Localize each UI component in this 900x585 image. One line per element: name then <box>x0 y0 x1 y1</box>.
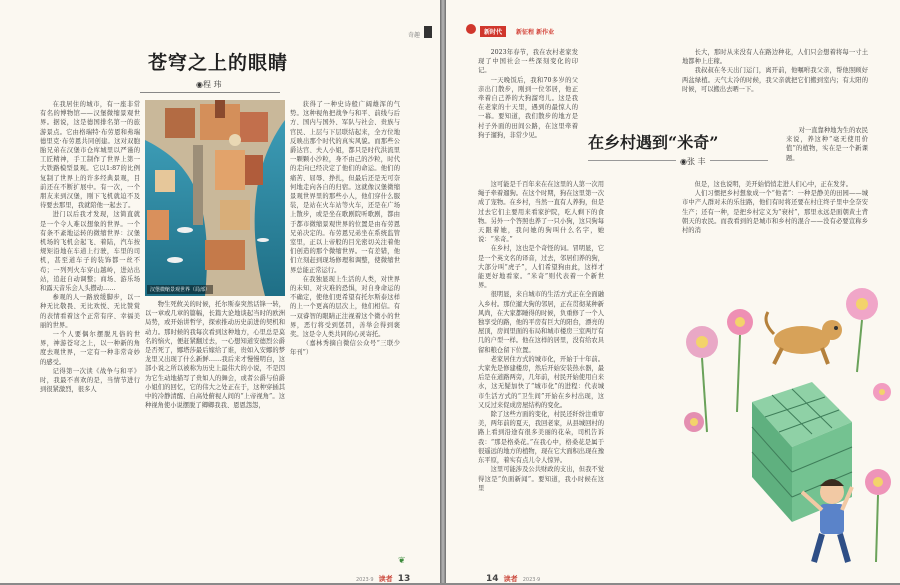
left-footer-mag: 读者 <box>378 575 393 583</box>
right-footer-issue: 2023·9 <box>522 577 541 583</box>
left-column-1 <box>40 100 140 559</box>
paragraph: 记得第一次读《战争与和平》时，我最不喜欢的是，当情节进行到很紧激烈，很多人 <box>40 367 140 394</box>
miniature-city-illustration <box>145 100 285 296</box>
flower-icon <box>846 288 878 372</box>
left-footer <box>356 566 410 585</box>
illustration-boy-dog-cube <box>682 282 896 567</box>
paragraph: 在乡村，这也是个奇怪的词。冒明显，它是一个英文名的译音，过去，邻居们养的狗，大部分叫“虎子”，人们希望狗由此，这样才能更好地看家。“米奇”则代表着一个新世界。 <box>478 245 604 290</box>
paragraph: 进门以后我才发现，这简直就是一个令人难以想象的世界。一个有条不紊地运转的微缩世界：汉堡机场的飞机会起飞、着陆，汽车按规矩沿地在车道上行驶，车里的司机，甚至道车子的装饰都一丝不苟；一列列火车穿山越岭，进站出站，追赶自动调整；商场、游乐场和露天音乐会人头攒动…… <box>40 211 140 293</box>
paragraph: 对一直靠种地为生的农民来说，养这种“毫无使用价值”的植物，实在是一个新课题。 <box>786 127 868 162</box>
paragraph: 很明显，来自城市的生活方式正在全面融入乡村。那位遛大狗的邻居，正在贯彻某种新风尚，在大家都睡得的时候，负重修了一个人独享受的路，他的平房有巨大的阳台，漂亮的屋顶，房间里面的布局和城市楼房三室两厅有几的户型一样。他在这样的居里，没有给农具留和粮仓留下位置。 <box>478 291 604 354</box>
right-footer <box>486 566 540 585</box>
left-column-3 <box>290 100 400 555</box>
paragraph: 获得了一种史诗般广阔雄浑的气势。这种视角把战争与和平、前线与后方、国内与国外、军队与社会、贵族与官民、上层与下层联结起来，全方位地反映出那个时代的真实风貌。而那些公爵达官、夫人小姐，都只是时代洪流里一颗颗小沙粒，身不由己的沙粒，时代的走向已经决定了他们的命运。他们的痛苦、屈辱、挣扎，但最后还是无可奈何地走向各自的归宿。这就像汉堡微缩景观世界里的那些小人，他们穿什么服装，是站在火车站等火车，还是在广场上散步，或是坐在歌剧院听歌剧，都由于都市微缩景观世界的位置是由布劳恩兄弟决定的。布劳恩兄弟坐在系统监管室里，正以上帝般的目光密切关注着他们创造的那个微缩世界。一有差错，他们立刻赶到现场修理和调整，使微缩世界总能正常运行。 <box>290 101 400 274</box>
right-column-2-mid <box>786 126 868 172</box>
paragraph: 在我独显现上生活的人类，对世界的未知、对灾难的恐惧，对自身命运的不确定，使他们更希望有托尔斯泰这样的上一个更高的层次上，他们相信。有一双睿智的眼睛正注视着这个微小的世界，恶行将受到惩罚，善举会得到褒奖。这是令人类共同的心灵寄托。 <box>290 275 400 339</box>
paragraph: 但是，这也说明，美开始悄悄走进人们心中，正在发芽。 <box>694 181 853 188</box>
paragraph: 在我居住的城市，有一座非常有名的博物馆——汉堡微缩景观世界。据说，这是德国排名第一的旅游景点。它由格瑞特·布劳恩和弗瑞德里克·布劳恩共同创建。这对双胞胎兄弟在汉堡市仓库城里以严谨的工匠精神，手工制作了世界上第一大铁路模型景观。它以1:87的比例复制了世界上的许多经典景观，目前还在不断扩展中。有一次，一个朋友来到汉堡，刚下飞机就迫不及待要去那里，我就陪他一起去了。 <box>40 101 140 210</box>
dog-icon <box>766 312 842 364</box>
left-footer-issue: 2023·9 <box>356 577 374 583</box>
image-caption: 汉堡微缩景观世界（局部） <box>147 285 213 294</box>
left-article-title: 苍穹之上的眼睛 <box>148 52 289 74</box>
right-article-title: 在乡村遇到“米奇” <box>588 133 719 152</box>
paragraph: 我叔叔在冬天出门运门，离开前，他嘱咐我父亲，帮他照顾好两盆绿植。天气太冷的时候，我父亲就把它们搬到室内；有太阳的时候，可以搬出去晒一下。 <box>682 67 868 93</box>
paragraph: 长大，那时从来没有人在路边种花，人们只会想着将每一寸土地都种上庄稼。 <box>682 49 868 66</box>
right-footer-mag: 读者 <box>503 575 518 583</box>
paragraph: 人们习惯把乡村想象成一个“他者”：一种是静美的田园——城市中产人群对未的乐往路，他们有时将还要在村庄终子里中全奈安生产；还有一种，是把乡村定义为“衰村”，那里永远是面朝黄土背朝天的农民。而我看到的是城市和乡村的混合——没有必要宣称乡村的消 <box>682 190 868 235</box>
flower-icon <box>873 383 891 401</box>
flower-icon <box>684 412 704 432</box>
paragraph: 这可能是千百年来在在这里的人第一次用绳子牵着遛狗。在这个时期，狗在这里第一次成了宠物。在乡村，当然一直有人养狗，但是过去它们主要用来看家护院，吃人剩下的食物。另外一个答照也养了一只小狗，这只狗每天跟着她，我问她的狗叫什么名字，她说：“米奇。” <box>478 181 604 244</box>
paragraph: 一个人要偶尔摆脱凡俗的世界，神游苍穹之上，以一种新的角度去观世界，一定有一种非常奇妙的感受。 <box>40 331 140 366</box>
flower-icon <box>865 469 891 562</box>
paragraph: 2023年春节，我在农村老家发现了中国社会一些深刻变化的印记。 <box>478 49 578 75</box>
flower-icon <box>727 309 753 412</box>
paragraph: 老家居住方式的城市化，开始于十年前。大家先是修建楼房，然后开始安装热水器，最后是在道路两旁，几年前，村民开始使用自来水，这无疑加快了“城市化”的进程：代表城市生活方式的“卫生间”开始在乡村出现，这又反过来促成房屋结构的变化。 <box>478 355 604 409</box>
left-article-byline: ◉程 玮 <box>196 80 222 89</box>
miniature-city-image <box>145 100 285 296</box>
left-column-2 <box>145 300 285 559</box>
right-article-byline: ◉张 丰 <box>676 156 710 167</box>
paragraph: 一天晚饭后，我和70多岁的父亲出门散步，刚到一位邻居，他正牵着自己养的大狗溜弯儿。这是我在老家的十天里，遇到的最惊人的一幕。要知道，我们散步的地方是村子外面的田间公路，在这里牵着狗子遛狗，非常少见。 <box>478 76 578 139</box>
paragraph: （嘉林秀摘自微信公众号“三联少年刊”） <box>290 340 400 357</box>
right-page-number: 14 <box>486 574 499 584</box>
left-page <box>0 0 440 583</box>
right-column-1-top <box>478 48 578 139</box>
title-rule <box>140 92 280 93</box>
paragraph: 这里可能涉及公共财政的支出，但我不觉得这是“负面新闻”。要知道，我小时候在这里 <box>478 466 604 492</box>
section-marker-icon <box>424 26 432 38</box>
paragraph: 除了这些方面的变化，村民还纤纷注重审美，两年前的夏天，我回老家，从县城回村的路上看到沿途有很多美丽的花朵，司机告诉我：“那是格桑花。”在我心中，格桑花是属于很遥远的地方的植物，现在它大面积出现在豫东平原，着实有点儿令人惊异。 <box>478 411 604 465</box>
leaf-icon: ❦ <box>398 556 406 566</box>
paragraph: 物生死攸关的时候，托尔斯泰突然话锋一转，以一章或几章的篇幅，长篇大论地谈起当时的欧洲局势，或开始讲哲学，探索推动历史前进的契机和动力。那时候的我每次看到这种地方，心里总是莫名的恼火，便赶紧翻过去，一心想知道安德烈公爵是否死了，娜塔莎最后嫁给了谁，贵如入安娜的梦龙里又出现了什么新鲜……我后来才慢慢明白，这部小说之所以被称为历史上最伟大的小说，不是因为它生动地描写了贵如人的舞会，或者公爵与伯爵小姐们的回忆，它的伟大之处正在于，这种穿插其中的冷静清醒、自高处俯视人间的“上帝视角”。这种视角使小说摆脱了卿卿我我、恩恩怨怨， <box>145 301 285 410</box>
right-column-2 <box>682 180 868 280</box>
right-page <box>446 0 900 583</box>
logo-icon <box>466 24 476 34</box>
right-column-1 <box>478 180 604 558</box>
paragraph: 参观的人一路放缓脚步，以一种无比敬畏、无比欢悦、无比赞赏的表情看着这个正常有序、幸福美丽的世界。 <box>40 294 140 329</box>
right-header-label: 新征程 新作业 <box>516 29 555 36</box>
left-page-number: 13 <box>397 574 411 584</box>
left-header-label: 奇趣 <box>407 32 420 39</box>
right-column-2-top <box>682 48 868 120</box>
header-chip: 新时代 <box>480 26 506 37</box>
